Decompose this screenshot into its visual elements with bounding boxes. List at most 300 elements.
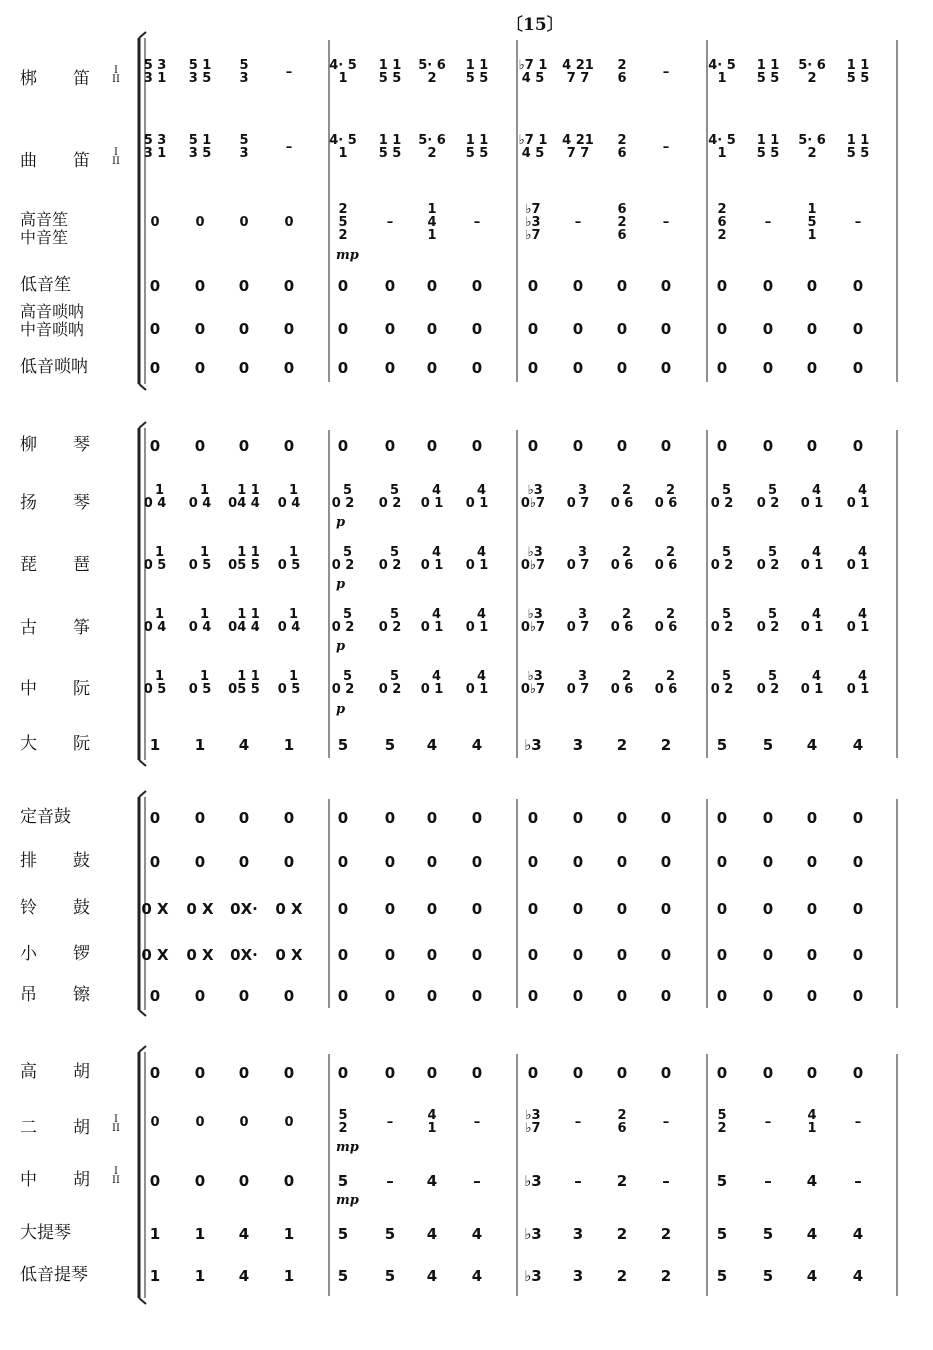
note-cell: 4 0 1 — [846, 483, 870, 511]
note-cell: 0 — [337, 853, 349, 871]
note-cell: 0 — [471, 946, 483, 964]
instrument-name: 古 筝 — [20, 618, 106, 638]
note-cell: 0 — [616, 987, 628, 1005]
note-cell: ♭7 1 4 5 — [518, 133, 548, 161]
note-cell: 4 — [806, 1267, 818, 1285]
note-cell: 0 — [806, 987, 818, 1005]
note-cell: 0 — [195, 214, 205, 230]
instrument-label — [20, 211, 128, 247]
note-cell: 0 — [572, 437, 584, 455]
instrument-label — [20, 276, 128, 294]
note-cell: 4 — [426, 1267, 438, 1285]
note-cell: – — [764, 1172, 772, 1190]
note-cell: 0 — [283, 359, 295, 377]
note-cell: 0 — [384, 900, 396, 918]
note-cell: 0 — [660, 437, 672, 455]
note-cell: 0 — [194, 359, 206, 377]
note-cell: 0 — [527, 809, 539, 827]
note-cell: 0 — [616, 853, 628, 871]
note-cell: 5 2 — [338, 1108, 348, 1136]
note-cell: ♭3 — [524, 1225, 542, 1243]
note-cell: 4 1 — [427, 1108, 437, 1136]
note-cell: – — [574, 1172, 582, 1190]
note-cell: 5· 6 2 — [798, 58, 826, 86]
note-cell: – — [285, 64, 293, 80]
note-cell: 0 — [716, 359, 728, 377]
note-cell: 1 1 5 5 — [756, 58, 780, 86]
note-cell: 0 — [806, 853, 818, 871]
note-cell: 0 — [527, 853, 539, 871]
note-cell: 2 0 6 — [654, 545, 678, 573]
note-cell: 0 — [806, 320, 818, 338]
note-cell: 0 — [527, 987, 539, 1005]
note-cell: 5 3 — [239, 133, 249, 161]
note-cell: 0 — [283, 1064, 295, 1082]
note-cell: 5 0 2 — [756, 545, 780, 573]
note-cell: 1 — [149, 1225, 161, 1243]
note-cell: 0 — [337, 359, 349, 377]
note-cell: 0 X — [275, 946, 303, 964]
note-cell: 0 — [716, 437, 728, 455]
note-cell: 0 — [283, 1172, 295, 1190]
note-cell: ♭3 0♭7 — [520, 669, 546, 697]
note-cell: 0 — [194, 320, 206, 338]
note-cell: 0 — [806, 946, 818, 964]
note-cell: 0 — [471, 437, 483, 455]
note-cell: 3 0 7 — [566, 483, 590, 511]
note-cell: 0 — [572, 320, 584, 338]
part-numbers: I II — [112, 147, 120, 167]
note-cell: 4 21 7 7 — [562, 58, 594, 86]
instrument-name: 大提琴 — [20, 1223, 71, 1243]
instrument-name: 曲 笛 — [20, 151, 106, 171]
note-cell: 0 — [572, 900, 584, 918]
note-cell: 2 0 6 — [610, 607, 634, 635]
note-cell: 0 — [384, 320, 396, 338]
note-cell: 1 — [283, 1267, 295, 1285]
note-cell: 2 0 6 — [654, 669, 678, 697]
note-cell: 4 — [806, 736, 818, 754]
note-cell: 3 — [572, 736, 584, 754]
note-cell: 0 — [238, 853, 250, 871]
note-cell: 1 — [283, 1225, 295, 1243]
note-cell: 5 3 3 1 — [143, 133, 167, 161]
note-cell: 1 0 5 — [143, 545, 167, 573]
note-cell: – — [574, 1114, 582, 1130]
note-cell: 2 6 — [617, 133, 627, 161]
note-cell: 4 — [426, 1172, 438, 1190]
note-cell: 5 0 2 — [710, 669, 734, 697]
instrument-label — [20, 986, 128, 1004]
note-cell: – — [574, 214, 582, 230]
note-cell: 5 — [337, 1225, 349, 1243]
note-cell: 4 — [426, 1225, 438, 1243]
note-cell: 1 0 5 — [188, 545, 212, 573]
note-cell: 0 — [616, 437, 628, 455]
instrument-name: 低音笙 — [20, 275, 71, 295]
note-cell: 0 — [762, 1064, 774, 1082]
instrument-name: 柳 琴 — [20, 435, 106, 455]
note-cell: 0X· — [230, 900, 258, 918]
note-cell: 0 — [852, 853, 864, 871]
note-cell: 5 0 2 — [710, 545, 734, 573]
note-cell: 5 0 2 — [710, 607, 734, 635]
note-cell: 0 — [239, 1114, 249, 1130]
note-cell: 0 — [384, 809, 396, 827]
instrument-label — [20, 494, 128, 512]
note-cell: 1 5 1 — [807, 201, 817, 243]
note-cell: 0 X — [141, 946, 169, 964]
note-cell: 0 — [471, 359, 483, 377]
bracket-hook — [139, 422, 146, 428]
part-numbers: I II — [112, 65, 120, 85]
note-cell: 0 — [762, 987, 774, 1005]
instrument-label — [20, 1063, 128, 1081]
note-cell: 0 — [471, 809, 483, 827]
bracket-hook — [139, 791, 146, 797]
note-cell: 0 — [238, 1064, 250, 1082]
note-cell: 5 — [762, 736, 774, 754]
note-cell: 3 0 7 — [566, 607, 590, 635]
note-cell: 1 1 04 4 — [228, 607, 260, 635]
instrument-name: 高 胡 — [20, 1062, 106, 1082]
note-cell: 5 — [337, 1172, 349, 1190]
note-cell: 0 — [238, 809, 250, 827]
note-cell: 4 1 — [807, 1108, 817, 1136]
note-cell: 2 5 2 — [338, 201, 348, 243]
note-cell: 1 0 4 — [143, 607, 167, 635]
note-cell: 0 — [716, 320, 728, 338]
note-cell: 0 — [572, 359, 584, 377]
bracket-hook — [139, 1298, 146, 1304]
note-cell: 5 0 2 — [331, 669, 355, 697]
note-cell: 1 0 4 — [188, 483, 212, 511]
note-cell: 0 — [384, 437, 396, 455]
note-cell: 0 — [283, 437, 295, 455]
note-cell: 0 — [806, 277, 818, 295]
note-cell: 4 0 1 — [465, 483, 489, 511]
note-cell: 0 — [149, 809, 161, 827]
note-cell: 2 — [616, 736, 628, 754]
note-cell: 0 — [660, 853, 672, 871]
note-cell: 5 0 2 — [710, 483, 734, 511]
instrument-name: 铃 鼓 — [20, 898, 106, 918]
note-cell: 0 — [572, 946, 584, 964]
note-cell: 0 — [852, 277, 864, 295]
note-cell: – — [854, 1114, 862, 1130]
instrument-name: 排 鼓 — [20, 851, 106, 871]
note-cell: 2 — [660, 736, 672, 754]
note-cell: 2 — [660, 1225, 672, 1243]
bracket-hook — [139, 1046, 146, 1052]
note-cell: 1 — [194, 736, 206, 754]
instrument-label — [20, 147, 128, 171]
part-numbers: I II — [112, 1114, 120, 1134]
note-cell: 1 — [194, 1267, 206, 1285]
note-cell: 0 — [806, 809, 818, 827]
instrument-name: 琵 琶 — [20, 555, 106, 575]
note-cell: 0 — [660, 277, 672, 295]
note-cell: 0 — [762, 946, 774, 964]
note-cell: 1 4 1 — [427, 201, 437, 243]
note-cell: 0 — [238, 359, 250, 377]
note-cell: 1 1 5 5 — [465, 58, 489, 86]
dynamic-marking: p — [336, 702, 346, 717]
note-cell: 5 — [716, 1172, 728, 1190]
note-cell: 0 — [616, 946, 628, 964]
note-cell: 3 — [572, 1225, 584, 1243]
note-cell: 4 0 1 — [420, 483, 444, 511]
note-cell: 0 — [616, 320, 628, 338]
note-cell: 0 — [426, 437, 438, 455]
instrument-label — [20, 1224, 128, 1242]
note-cell: 0 — [471, 320, 483, 338]
note-cell: 5· 6 2 — [798, 133, 826, 161]
note-cell: ♭7 ♭3 ♭7 — [525, 201, 541, 243]
note-cell: 0 — [150, 214, 160, 230]
note-cell: 0 — [149, 1064, 161, 1082]
note-cell: 5 — [762, 1267, 774, 1285]
note-cell: ♭3 — [524, 1172, 542, 1190]
note-cell: 0 — [238, 1172, 250, 1190]
note-cell: 5 0 2 — [756, 607, 780, 635]
note-cell: 5 — [384, 1267, 396, 1285]
note-cell: 1 1 5 5 — [846, 133, 870, 161]
note-cell: 0 — [660, 946, 672, 964]
note-cell: – — [764, 1114, 772, 1130]
note-cell: 0 — [852, 359, 864, 377]
note-cell: 0 — [716, 277, 728, 295]
note-cell: 0 — [194, 853, 206, 871]
note-cell: 0 — [806, 1064, 818, 1082]
instrument-label — [20, 899, 128, 917]
note-cell: 0 — [426, 1064, 438, 1082]
note-cell: 4 0 1 — [420, 607, 444, 635]
note-cell: 1 0 4 — [277, 607, 301, 635]
note-cell: – — [473, 1172, 481, 1190]
note-cell: 0 — [337, 1064, 349, 1082]
note-cell: 3 0 7 — [566, 545, 590, 573]
note-cell: 0 — [762, 437, 774, 455]
note-cell: 0 — [384, 277, 396, 295]
note-cell: ♭3 0♭7 — [520, 483, 546, 511]
instrument-label — [20, 680, 128, 698]
note-cell: 0 — [384, 359, 396, 377]
note-cell: 4· 5 1 — [329, 58, 357, 86]
note-cell: 0 — [471, 900, 483, 918]
instrument-name: 扬 琴 — [20, 493, 106, 513]
note-cell: 0 — [238, 320, 250, 338]
note-cell: 4 0 1 — [465, 545, 489, 573]
note-cell: 3 0 7 — [566, 669, 590, 697]
note-cell: 4 0 1 — [465, 607, 489, 635]
note-cell: 2 0 6 — [610, 545, 634, 573]
note-cell: 1 1 05 5 — [228, 669, 260, 697]
dynamic-marking: p — [336, 515, 346, 530]
note-cell: 0 — [337, 987, 349, 1005]
note-cell: 0 — [660, 987, 672, 1005]
bracket-hook — [139, 384, 146, 390]
note-cell: 0 — [660, 1064, 672, 1082]
note-cell: 5· 6 2 — [418, 133, 446, 161]
note-cell: 5 0 2 — [331, 483, 355, 511]
note-cell: 0 — [283, 320, 295, 338]
note-cell: 1 1 5 5 — [378, 58, 402, 86]
instrument-name: 二 胡 — [20, 1118, 106, 1138]
note-cell: 4 — [852, 736, 864, 754]
note-cell: 1 1 5 5 — [465, 133, 489, 161]
note-cell: 5 0 2 — [378, 483, 402, 511]
note-cell: 0 — [852, 809, 864, 827]
note-cell: 0 — [616, 1064, 628, 1082]
note-cell: 0 — [426, 277, 438, 295]
note-cell: 2 0 6 — [610, 669, 634, 697]
note-cell: 0 — [572, 277, 584, 295]
note-cell: 0 — [238, 437, 250, 455]
note-cell: 0 — [384, 853, 396, 871]
note-cell: 0 — [384, 946, 396, 964]
note-cell: ♭3 — [524, 736, 542, 754]
instrument-label — [20, 852, 128, 870]
note-cell: 0 — [471, 853, 483, 871]
note-cell: 0 — [149, 853, 161, 871]
instrument-name: 定音鼓 — [20, 807, 71, 827]
note-cell: 5 0 2 — [378, 545, 402, 573]
note-cell: 2 0 6 — [654, 483, 678, 511]
instrument-label — [20, 735, 128, 753]
note-cell: 0 — [852, 987, 864, 1005]
note-cell: 0 — [283, 277, 295, 295]
note-cell: 1 — [149, 1267, 161, 1285]
note-cell: 2 — [616, 1172, 628, 1190]
note-cell: 0 — [616, 809, 628, 827]
note-cell: 0 — [572, 987, 584, 1005]
note-cell: 5 3 3 1 — [143, 58, 167, 86]
note-cell: 1 1 04 4 — [228, 483, 260, 511]
note-cell: 1 0 4 — [277, 483, 301, 511]
note-cell: 0 X — [186, 900, 214, 918]
note-cell: 0 — [337, 320, 349, 338]
note-cell: 0 — [426, 900, 438, 918]
note-cell: 5 0 2 — [331, 607, 355, 635]
note-cell: 0 — [337, 900, 349, 918]
note-cell: 0 — [238, 277, 250, 295]
note-cell: 0 — [384, 987, 396, 1005]
note-cell: 0 X — [186, 946, 214, 964]
note-cell: 0 — [283, 853, 295, 871]
note-cell: 0 — [471, 987, 483, 1005]
note-cell: 0 — [716, 1064, 728, 1082]
note-cell: 4 0 1 — [846, 669, 870, 697]
note-cell: 4 — [806, 1172, 818, 1190]
note-cell: 0 — [527, 437, 539, 455]
note-cell: 0 — [762, 277, 774, 295]
note-cell: ♭3 — [524, 1267, 542, 1285]
note-cell: 5 3 — [239, 58, 249, 86]
instrument-name: 低音提琴 — [20, 1265, 88, 1285]
note-cell: 4 — [238, 1225, 250, 1243]
note-cell: 0 — [194, 437, 206, 455]
bracket-hook — [139, 1010, 146, 1016]
note-cell: – — [854, 214, 862, 230]
note-cell: – — [386, 1114, 394, 1130]
instrument-name: 高音唢呐 中音唢呐 — [20, 302, 85, 339]
note-cell: 4 21 7 7 — [562, 133, 594, 161]
note-cell: 3 — [572, 1267, 584, 1285]
note-cell: 0 — [572, 1064, 584, 1082]
note-cell: ♭7 1 4 5 — [518, 58, 548, 86]
instrument-label — [20, 808, 128, 826]
note-cell: 0 — [283, 809, 295, 827]
note-cell: 0 — [527, 359, 539, 377]
note-cell: 0 — [471, 1064, 483, 1082]
note-cell: 5 2 — [717, 1108, 727, 1136]
note-cell: 0 — [806, 359, 818, 377]
note-cell: 2 — [660, 1267, 672, 1285]
note-cell: 5 — [384, 736, 396, 754]
note-cell: 0 — [426, 809, 438, 827]
note-cell: 1 0 5 — [277, 669, 301, 697]
note-cell: 0 — [716, 946, 728, 964]
note-cell: – — [662, 214, 670, 230]
note-cell: ♭3 ♭7 — [525, 1108, 541, 1136]
note-cell: 1 0 4 — [143, 483, 167, 511]
note-cell: – — [662, 1172, 670, 1190]
note-cell: 1 0 5 — [277, 545, 301, 573]
note-cell: – — [854, 1172, 862, 1190]
note-cell: 1 0 4 — [188, 607, 212, 635]
note-cell: 0 — [660, 900, 672, 918]
note-cell: 0 — [239, 214, 249, 230]
note-cell: 0 — [283, 987, 295, 1005]
note-cell: 0 — [806, 900, 818, 918]
note-cell: 5 — [716, 1267, 728, 1285]
note-cell: 4 0 1 — [800, 669, 824, 697]
instrument-label — [20, 619, 128, 637]
note-cell: 2 0 6 — [610, 483, 634, 511]
note-cell: 2 6 — [617, 58, 627, 86]
note-cell: 0 — [762, 853, 774, 871]
note-cell: 0 — [716, 987, 728, 1005]
note-cell: 0 — [426, 946, 438, 964]
instrument-label — [20, 1266, 128, 1284]
note-cell: 0 — [572, 853, 584, 871]
note-cell: 0 — [660, 320, 672, 338]
note-cell: 0 — [337, 946, 349, 964]
instrument-label — [20, 945, 128, 963]
note-cell: 0 — [527, 277, 539, 295]
note-cell: 5 — [716, 1225, 728, 1243]
note-cell: 1 0 5 — [143, 669, 167, 697]
note-cell: 2 0 6 — [654, 607, 678, 635]
note-cell: 1 — [283, 736, 295, 754]
note-cell: 0 — [149, 437, 161, 455]
note-cell: 1 1 5 5 — [378, 133, 402, 161]
instrument-name: 梆 笛 — [20, 69, 106, 89]
note-cell: 0 — [716, 853, 728, 871]
note-cell: 5· 6 2 — [418, 58, 446, 86]
instrument-label — [20, 436, 128, 454]
note-cell: 4 0 1 — [800, 607, 824, 635]
note-cell: 0 — [616, 900, 628, 918]
note-cell: 0 — [149, 987, 161, 1005]
instrument-name: 中 阮 — [20, 679, 106, 699]
note-cell: – — [473, 214, 481, 230]
note-cell: 1 — [149, 736, 161, 754]
note-cell: ♭3 0♭7 — [520, 607, 546, 635]
note-cell: 0 — [194, 277, 206, 295]
instrument-label — [20, 556, 128, 574]
